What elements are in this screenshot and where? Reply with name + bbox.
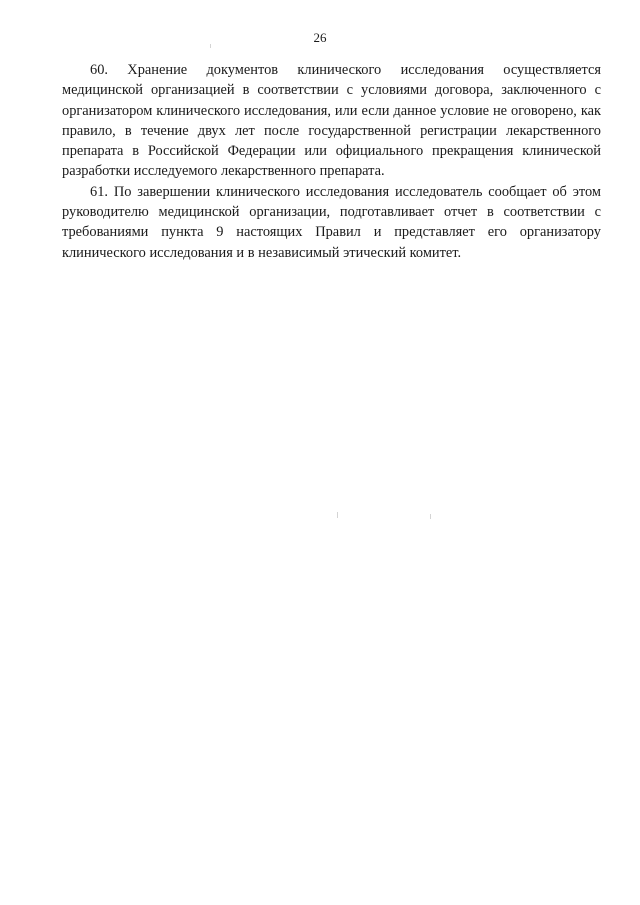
paragraph-60: 60. Хранение документов клинического исследования осуществляется медицинской организацией в соответствии с условиями договора, заключенного с организатором клинического исследования, или если данное условие не оговорено, как правило, в течение двух лет после государственной регистрации лекарственного препарата в Российской Федерации или официального прекращения клинической разработки исследуемого лекарственного препарата. (62, 62, 601, 180)
page-number: 26 (313, 30, 327, 45)
scan-speck (337, 512, 338, 518)
document-body (62, 60, 601, 263)
paragraph-61: 61. По завершении клинического исследования исследователь сообщает об этом руководителю медицинской организации, подготавливает отчет в соответствии с требованиями пункта 9 настоящих Правил и представляет его организатору клинического исследования и в независимый этический комитет. (62, 183, 601, 261)
scan-speck (430, 514, 431, 519)
scan-speck (210, 44, 211, 48)
